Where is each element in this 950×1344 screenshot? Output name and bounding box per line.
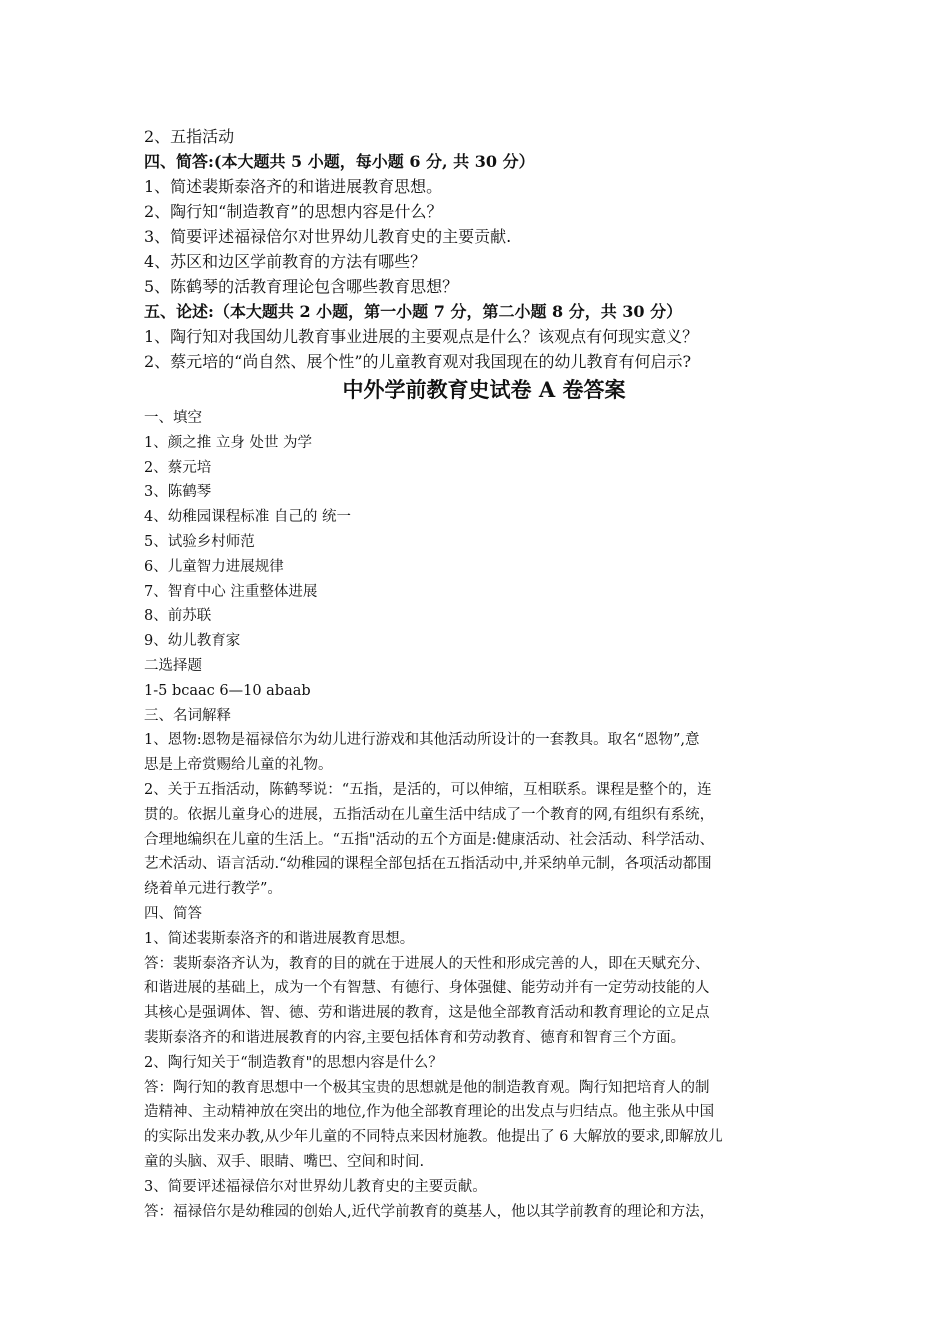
term-2-line: 贯的。依据儿童身心的进展，五指活动在儿童生活中结成了一个教育的网,有组织有系统， — [144, 806, 715, 823]
fill-answer-8: 8、前苏联 — [144, 608, 212, 625]
name-explanation-item-2: 2、五指活动 — [144, 127, 235, 146]
fill-answer-4: 4、幼稚园课程标准 自己的 统一 — [144, 509, 351, 526]
answer-3-line: 答：福禄倍尔是幼稚园的创始人,近代学前教育的奠基人，他以其学前教育的理论和方法， — [144, 1203, 715, 1220]
answer-1-line: 答：裴斯泰洛齐认为，教育的目的就在于进展人的天性和形成完善的人，即在天赋充分、 — [144, 955, 710, 972]
section5-question-2: 2、蔡元培的“尚自然、展个性”的儿童教育观对我国现在的幼儿教育有何启示? — [144, 352, 692, 371]
term-2-line: 艺术活动、语言活动.“幼稚园的课程全部包括在五指活动中,并采纳单元制，各项活动都围 — [144, 856, 712, 873]
section4-question-5: 5、陈鹤琴的活教育理论包含哪些教育思想？ — [144, 277, 459, 296]
section5-question-1: 1、陶行知对我国幼儿教育事业进展的主要观点是什么？该观点有何现实意义？ — [144, 327, 699, 346]
answer-2-line: 造精神、主动精神放在突出的地位,作为他全部教育理论的出发点与归结点。他主张从中国 — [144, 1104, 715, 1121]
fill-answer-1: 1、颜之推 立身 处世 为学 — [144, 434, 313, 451]
answer-2-line: 答：陶行知的教育思想中一个极其宝贵的思想就是他的制造教育观。陶行知把培育人的制 — [144, 1079, 710, 1096]
choice-answer: 1-5 bcaac 6—10 abaab — [144, 682, 311, 699]
answer-2-line: 童的头脑、双手、眼睛、嘴巴、空间和时间. — [144, 1153, 425, 1170]
section5-heading: 五、论述:（本大题共 2 小题，第一小题 7 分，第二小题 8 分，共 30 分） — [144, 302, 683, 321]
short-answer-heading: 四、简答 — [144, 905, 202, 922]
term-1-line: 思是上帝赏赐给儿童的礼物。 — [144, 757, 333, 774]
fill-heading: 一、填空 — [144, 410, 202, 426]
short-answer-3 — [144, 1200, 824, 1225]
answer-1-line: 其核心是强调体、智、德、劳和谐进展的教育，这是他全部教育活动和教育理论的立足点 — [144, 1005, 710, 1022]
short-question-2: 2、陶行知关于“制造教育"的思想内容是什么？ — [144, 1054, 443, 1071]
section4-question-2: 2、陶行知“制造教育”的思想内容是什么？ — [144, 202, 443, 221]
document-content — [144, 124, 824, 1224]
short-answer-2 — [144, 1076, 824, 1175]
answer-2-line: 的实际出发来办教,从少年儿童的不同特点来因材施教。他提出了 6 大解放的要求,即解放儿 — [144, 1129, 723, 1146]
term-1-paragraph — [144, 728, 824, 778]
short-answer-1 — [144, 952, 824, 1051]
term-2-line: 绕着单元进行教学”。 — [144, 881, 282, 898]
fill-answer-2: 2、蔡元培 — [144, 459, 212, 476]
fill-answer-7: 7、智育中心 注重整体进展 — [144, 583, 318, 600]
fill-answer-9: 9、幼儿教育家 — [144, 633, 241, 650]
fill-answer-6: 6、儿童智力进展规律 — [144, 558, 284, 575]
answer-title: 中外学前教育史试卷 A 卷答案 — [342, 377, 626, 402]
section4-heading: 四、简答:(本大题共 5 小题，每小题 6 分, 共 30 分） — [144, 152, 535, 171]
short-question-1: 1、简述裴斯泰洛齐的和谐进展教育思想。 — [144, 930, 415, 947]
term-1-line: 1、恩物:恩物是福禄倍尔为幼儿进行游戏和其他活动所设计的一套教具。取名“恩物”,意 — [144, 732, 700, 749]
terms-heading: 三、名词解释 — [144, 707, 231, 724]
term-2-line: 2、关于五指活动，陈鹤琴说：“五指，是活的，可以伸缩，互相联系。课程是整个的，连 — [144, 781, 712, 798]
choice-heading: 二选择题 — [144, 657, 202, 674]
term-2-line: 合理地编织在儿童的生活上。“五指"活动的五个方面是:健康活动、社会活动、科学活动、 — [144, 831, 714, 848]
short-question-3: 3、简要评述福禄倍尔对世界幼儿教育史的主要贡献。 — [144, 1178, 487, 1195]
fill-answer-3: 3、陈鹤琴 — [144, 484, 212, 501]
section4-question-3: 3、简要评述福禄倍尔对世界幼儿教育史的主要贡献. — [144, 227, 512, 246]
section4-question-1: 1、简述裴斯泰洛齐的和谐进展教育思想。 — [144, 177, 443, 196]
section4-question-4: 4、苏区和边区学前教育的方法有哪些？ — [144, 252, 427, 271]
answer-1-line: 和谐进展的基础上，成为一个有智慧、有德行、身体强健、能劳动并有一定劳动技能的人 — [144, 980, 710, 997]
answer-1-line: 裴斯泰洛齐的和谐进展教育的内容,主要包括体育和劳动教育、德育和智育三个方面。 — [144, 1029, 686, 1046]
fill-answer-5: 5、试验乡村师范 — [144, 533, 255, 550]
term-2-paragraph — [144, 778, 824, 902]
